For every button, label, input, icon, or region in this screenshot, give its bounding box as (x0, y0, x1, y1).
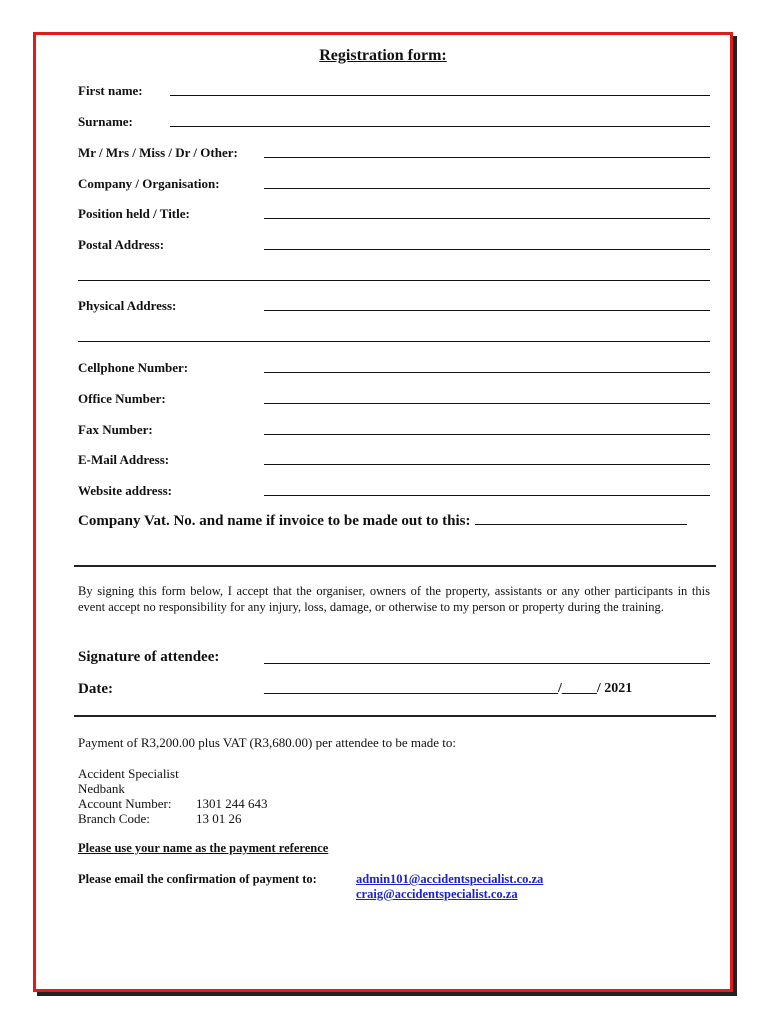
company-label: Company / Organisation: (78, 176, 220, 191)
postal-address-line-2[interactable] (78, 280, 710, 281)
form-frame (33, 32, 733, 992)
form-title: Registration form: (319, 47, 447, 64)
section-divider (74, 565, 716, 567)
first-name-row (78, 83, 710, 101)
first-name-field[interactable] (170, 95, 710, 96)
postal-address-label: Postal Address: (78, 237, 165, 252)
title-field[interactable] (264, 157, 710, 158)
bank-name: Nedbank (78, 781, 125, 796)
signature-label: Signature of attendee: (78, 649, 220, 665)
website-label: Website address: (78, 483, 173, 498)
signature-row (78, 649, 710, 667)
company-field[interactable] (264, 188, 710, 189)
company-row (78, 176, 710, 194)
first-name-label: First name: (78, 83, 143, 98)
office-number-label: Office Number: (78, 391, 166, 406)
title-row (78, 145, 710, 163)
section-divider-2 (74, 715, 716, 717)
cellphone-label: Cellphone Number: (78, 360, 189, 375)
email-confirmation-label: Please email the confirmation of payment to: (78, 872, 317, 886)
email-links (356, 872, 543, 902)
date-field[interactable]: __________________________________________/_____/ 2021 (264, 681, 633, 696)
payment-text: Payment of R3,200.00 plus VAT (R3,680.00) per attendee to be made to: (78, 735, 457, 750)
physical-address-line-2[interactable] (78, 341, 710, 342)
physical-address-label: Physical Address: (78, 298, 177, 313)
signature-field[interactable] (264, 663, 710, 664)
website-row (78, 483, 710, 501)
postal-address-row (78, 237, 710, 255)
email-label: E-Mail Address: (78, 452, 170, 467)
vat-field[interactable] (475, 523, 687, 525)
fax-number-label: Fax Number: (78, 422, 153, 437)
account-number-value: 1301 244 643 (196, 796, 268, 811)
account-number-row (78, 796, 268, 811)
surname-row (78, 114, 710, 132)
position-label: Position held / Title: (78, 206, 190, 221)
consent-text: By signing this form below, I accept that the organiser, owners of the property, assistants or any other participants in this event accept no responsibility for any injury, loss, damage, or otherwise to my person or property during the training. (78, 584, 710, 614)
email-row (78, 452, 710, 470)
fax-number-field[interactable] (264, 434, 710, 435)
date-label: Date: (78, 681, 113, 697)
account-number-label: Account Number: (78, 796, 172, 811)
email-field[interactable] (264, 464, 710, 465)
date-row (78, 681, 710, 699)
title-label: Mr / Mrs / Miss / Dr / Other: (78, 145, 238, 160)
surname-field[interactable] (170, 126, 710, 127)
office-number-row (78, 391, 710, 409)
branch-code-value: 13 01 26 (196, 811, 242, 826)
office-number-field[interactable] (264, 403, 710, 404)
position-field[interactable] (264, 218, 710, 219)
vat-row (78, 513, 687, 530)
account-name: Accident Specialist (78, 766, 179, 781)
cellphone-field[interactable] (264, 372, 710, 373)
admin-email-link[interactable]: admin101@accidentspecialist.co.za (356, 872, 544, 886)
postal-address-field[interactable] (264, 249, 710, 250)
branch-code-row (78, 811, 268, 826)
physical-address-row (78, 298, 710, 316)
position-row (78, 206, 710, 224)
website-field[interactable] (264, 495, 710, 496)
bank-details (78, 766, 268, 826)
craig-email-link[interactable]: craig@accidentspecialist.co.za (356, 887, 518, 901)
surname-label: Surname: (78, 114, 133, 129)
cellphone-row (78, 360, 710, 378)
branch-code-label: Branch Code: (78, 811, 150, 826)
physical-address-field[interactable] (264, 310, 710, 311)
payment-reference-note: Please use your name as the payment reference (78, 841, 329, 855)
fax-number-row (78, 422, 710, 440)
vat-label: Company Vat. No. and name if invoice to be made out to this: (78, 513, 471, 529)
